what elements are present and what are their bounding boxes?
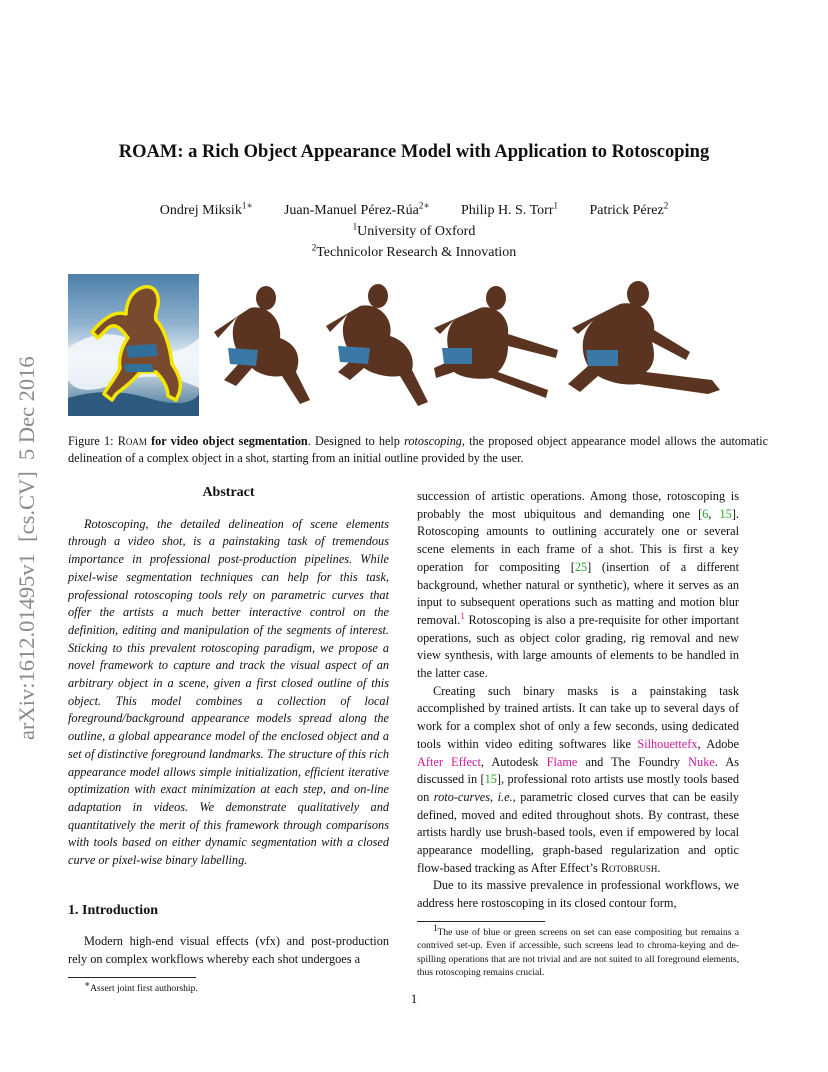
page-number: 1: [410, 992, 418, 1006]
citation-15[interactable]: 15: [719, 506, 732, 521]
abstract-heading: Abstract: [202, 485, 255, 500]
introduction-paragraph: Modern high-end visual effects (vfx) and post-production rely on complex workflows whereby each shot undergoes a: [68, 934, 389, 967]
abstract-text: Rotoscoping, the detailed delineation of scene elements through a video shot, is a painstaking task of tremendous importance in professional post-production pipelines. While pixel-wise segmentation techniques can help for this task, professional rotoscoping tools rely on parametric curves that offer the artists a much better interactive control on the definition, editing and manipulation of the segments of interest. Sticking to this prevalent rotoscoping paradigm, we propose a novel framework to capture and track the visual aspect of an arbitrary object in a scene, given a first closed outline of this object. This model combines a collection of local foreground/background appearance models spread along the outline, a global appearance model of the enclosed object and a set of distinctive foreground landmarks. The structure of this rich appearance model allows simple initialization, efficient iterative optimization with exact minimization at each step, and on-line adaptation in videos. We demonstrate qualitatively and quantitatively the merit of this framework through comparisons with tools based on either dynamic segmentation with a closed curve or pixel-wise binary labelling.: [68, 516, 389, 868]
left-column: [68, 484, 389, 995]
affiliation-2: $^2$Technicolor Research & Innovation: [311, 242, 517, 260]
author-1: Ondrej Miksik$^{1∗}$: [159, 200, 253, 218]
right-column: [417, 488, 739, 980]
citation-25[interactable]: 25: [574, 559, 588, 574]
author-3: Philip H. S. Torr$^1$: [460, 200, 558, 218]
prevalence-paragraph: Due to its massive prevalence in professional workflows, we address here rostoscoping in its closed contour form,: [417, 878, 739, 911]
arxiv-stamp-svg: [6, 282, 46, 742]
figure-caption: Figure 1: Roam for video object segmentation. Designed to help rotoscoping, the proposed object appearance model allows the automatic delineation of a complex object in a shot, starting from an initial outline provided by the user.: [68, 434, 769, 465]
affiliation-1: $^1$University of Oxford: [352, 221, 476, 239]
introduction-heading: 1. Introduction: [68, 902, 158, 918]
arxiv-stamp: [6, 282, 46, 742]
citation-6[interactable]: 6: [702, 506, 709, 521]
link-flame[interactable]: Flame: [546, 754, 578, 769]
footnote-mark-1[interactable]: 1: [460, 610, 465, 621]
author-line: [0, 200, 828, 221]
segmented-frame-2: [214, 286, 310, 404]
segmented-frame-5: [568, 281, 720, 394]
citation-15b[interactable]: 15: [484, 772, 497, 787]
rotoscoping-paragraph: succession of artistic operations. Among those, rotoscoping is probably the most ubiquitous and demanding one [6, 15]. Rotoscoping amounts to outlining accurately one or several scene elements in each frame of a shot. This is first a key operation for compositing [25] (insertion of a different background, whether natural or synthetic), where it serves as an input to subsequent operations such as matting and motion blur removal.$^1$ Rotoscoping is also a pre-requisite for other important operations, such as object color grading, rig removal and new view synthesis, with large amounts of elements to be handled in the latter case.: [417, 489, 739, 681]
paper-title: ROAM: a Rich Object Appearance Model with Application to Rotoscoping: [118, 142, 710, 162]
segmented-frame-4: [434, 286, 558, 398]
link-after-effect[interactable]: After Effect: [417, 754, 481, 769]
footnote-1: $^1$The use of blue or green screens on set can ease compositing but remains a contrived set-up. Even if accessible, such screens lead to chroma-keying and de-spilling operations that are not trivial and are not suited to all foreground elements, thus rotoscoping remains crucial.: [417, 922, 739, 979]
arxiv-stamp-text: arXiv:1612.01495v1 [cs.CV] 5 Dec 2016: [14, 356, 39, 740]
segmented-frame-3: [326, 284, 428, 406]
author-block: [0, 200, 828, 263]
footnote-joint-authorship: ∗Assert joint first authorship.: [84, 978, 198, 994]
binary-masks-paragraph: Creating such binary masks is a painstaking task accomplished by trained artists. It can take up to several days of work for a complex shot of only a few seconds, using dedicated tools within video editing softwares like Silhouettefx, Adobe After Effect, Autodesk Flame and The Foundry Nuke. As discussed in [15], professional roto artists use mostly tools based on roto-curves, i.e., parametric closed curves that can be easily defined, moved and edited throughout shots. By contrast, these artists hardly use brush-based tools, even if empowered by local appearance modelling, graph-based regularization and optic flow-based tracking as After Effect’s Rotobrush.: [417, 683, 740, 875]
figure-1-image: [68, 268, 768, 418]
link-nuke[interactable]: Nuke: [688, 754, 715, 769]
author-4: Patrick Pérez$^2$: [589, 200, 669, 218]
author-2: Juan-Manuel Pérez-Rúa$^{2∗}$: [283, 200, 430, 218]
figure-1: [68, 268, 768, 418]
initial-frame-photo: [68, 274, 199, 416]
link-silhouettefx[interactable]: Silhouettefx: [637, 736, 698, 751]
